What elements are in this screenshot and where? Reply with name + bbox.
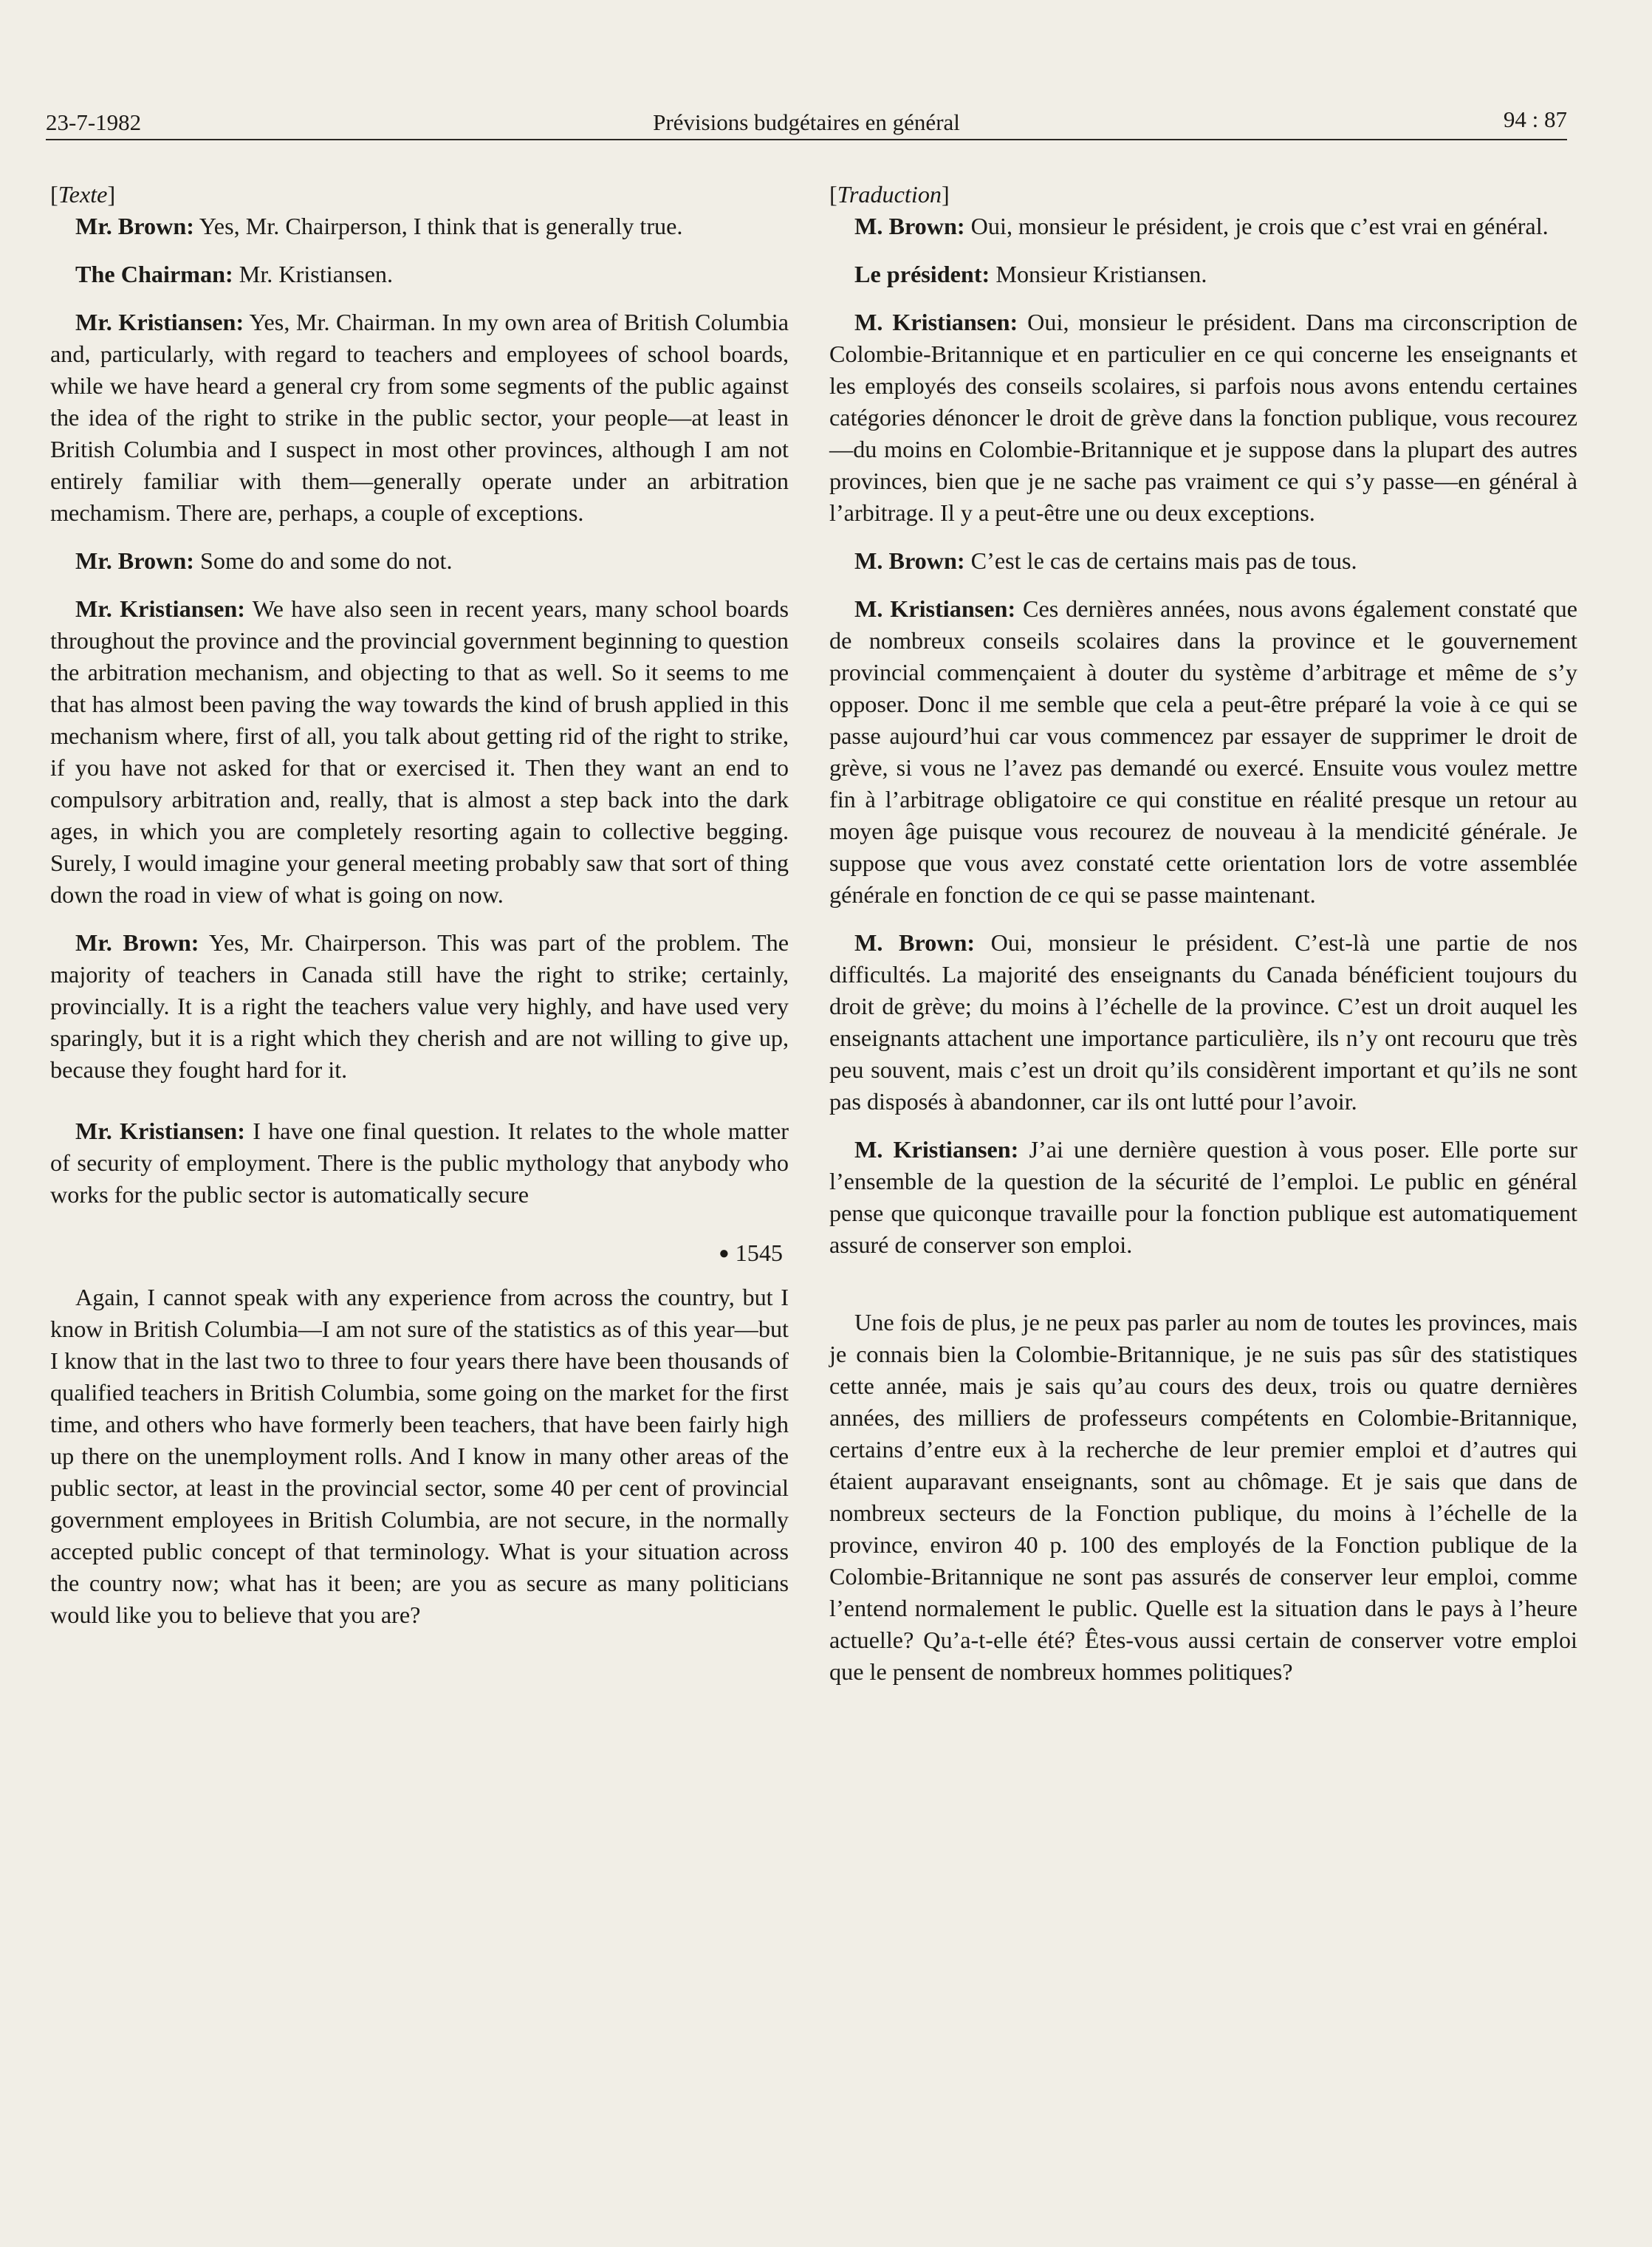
speech-text: J’ai une dernière question à vous poser. Elle porte sur l’ensemble de la question de la sécurité de l’emploi. Le public en général pense que quiconque travaille pour la fonction publique est automatiquement assuré de conserver son emploi.	[829, 1136, 1577, 1258]
speaker-name: Mr. Brown:	[75, 547, 194, 574]
transcript-paragraph	[829, 545, 1577, 577]
english-column	[50, 179, 789, 1647]
speech-text: Yes, Mr. Chairperson, I think that is generally true.	[193, 213, 683, 239]
speaker-name: M. Kristiansen:	[854, 1136, 1019, 1163]
time-marker: ● 1545	[719, 1239, 783, 1266]
column-tag: [Traduction]	[829, 181, 950, 208]
speech-text: Yes, Mr. Chairperson. This was part of the problem. The majority of teachers in Canada still have the right to strike; certainly, provincially. It is a right the teachers value very highly, and have used very sparingly, but it is a right which they cherish and are not willing to give up, because they fought hard for it.	[50, 929, 789, 1083]
speaker-name: Mr. Kristiansen:	[75, 1118, 245, 1144]
transcript-paragraph	[50, 1115, 789, 1211]
french-column	[829, 179, 1577, 1704]
transcript-paragraph	[50, 927, 789, 1086]
speech-text: Ces dernières années, nous avons également constaté que de nombreux conseils scolaires dans la province et le gouvernement provincial commençaient à douter du système d’arbitrage et même de s’y opposer. Donc il me semble que cela a peut-être préparé la voie à ce qui se passe aujourd’hui car vous commencez par essayer de supprimer le droit de grève, si vous ne l’avez pas demandé ou exercé. Ensuite vous voulez mettre fin à l’arbitrage obligatoire ce qui constitue en réalité presque un retour au moyen âge puisque vous recourez de nouveau à la mendicité générale. Je suppose que vous avez constaté cette orientation lors de votre assemblée générale en fonction de ce qui se passe maintenant.	[829, 595, 1577, 908]
speech-text: Oui, monsieur le président. Dans ma circonscription de Colombie-Britannique et en particulier en ce qui concerne les enseignants et les employés des conseils scolaires, si parfois nous avons entendu certaines catégories dénoncer le droit de grève dans la fonction publique, vous recourez—du moins en Colombie-Britannique et je suppose dans la plupart des autres provinces, bien que je ne sache pas vraiment ce qui s’y passe—en général à l’arbitrage. Il y a peut-être une ou deux exceptions.	[829, 309, 1578, 526]
speaker-name: Mr. Brown:	[75, 213, 194, 239]
transcript-paragraph	[829, 307, 1577, 529]
speaker-name: The Chairman:	[75, 261, 233, 287]
speaker-name: M. Kristiansen:	[854, 309, 1018, 335]
speech-text: Oui, monsieur le président. C’est-là une partie de nos difficultés. La majorité des enseignants du Canada bénéficient toujours du droit de grève; du moins à l’échelle de la province. C’est un droit auquel les enseignants attachent une importance particulière, ils n’y ont recouru que très peu souvent, mais c’est un droit qu’ils considèrent important et qu’ils ne sont pas disposés à abandonner, car ils ont lutté pour l’avoir.	[829, 929, 1577, 1115]
speaker-name: Mr. Kristiansen:	[75, 595, 246, 622]
transcript-paragraph	[50, 259, 789, 290]
transcript-paragraph	[829, 259, 1577, 290]
bullet-icon: ●	[719, 1244, 730, 1263]
header-rule	[46, 139, 1567, 140]
page-header	[46, 103, 1567, 140]
speaker-name: Le président:	[854, 261, 990, 287]
speaker-name: Mr. Brown:	[75, 929, 199, 956]
speech-text: Mr. Kristiansen.	[233, 261, 394, 287]
speaker-name: M. Brown:	[854, 213, 965, 239]
column-tag: [Texte]	[50, 181, 116, 208]
transcript-paragraph	[829, 211, 1577, 242]
transcript-paragraph	[50, 593, 789, 911]
transcript-paragraph	[829, 927, 1577, 1118]
speaker-name: M. Brown:	[854, 547, 965, 574]
speech-text: Monsieur Kristiansen.	[990, 261, 1207, 287]
speech-text: Some do and some do not.	[193, 547, 453, 574]
header-page-number: 94 : 87	[1503, 106, 1567, 132]
transcript-continuation: Une fois de plus, je ne peux pas parler au nom de toutes les provinces, mais je connais bien la Colombie-Britannique, je ne suis pas sûr des statistiques cette année, mais je sais qu’au cours des deux, trois ou quatre dernières années, des milliers de professeurs compétents en Colombie-Britannique, certains d’entre eux à la recherche de leur premier emploi et d’autres qui étaient auparavant enseignants, sont au chômage. Et je sais que dans de nombreux secteurs de la Fonction publique, du moins à l’échelle de la province, environ 40 p. 100 des employés de la Fonction publique de la Colombie-Britannique ne sont pas assurés de conserver leur emploi, comme l’entend normalement le public. Quelle est la situation dans le pays à l’heure actuelle? Qu’a-t-elle été? Êtes-vous aussi certain de conserver votre emploi que le pensent de nombreux hommes politiques?	[829, 1309, 1577, 1685]
transcript-paragraph	[829, 1134, 1577, 1261]
transcript-paragraph	[50, 211, 789, 242]
speaker-name: Mr. Kristiansen:	[75, 309, 244, 335]
speech-text: C’est le cas de certains mais pas de tous.	[964, 547, 1357, 574]
speech-text: Oui, monsieur le président, je crois que c’est vrai en général.	[964, 213, 1549, 239]
speech-text: I have one final question. It relates to the whole matter of security of employment. There is the public mythology that anybody who works for the public sector is automatically secure	[50, 1118, 789, 1208]
speech-text: We have also seen in recent years, many school boards throughout the province and the provincial government beginning to question the arbitration mechanism, and objecting to that as well. So it seems to me that has almost been paving the way towards the kind of brush applied in this mechanism where, first of all, you talk about getting rid of the right to strike, if you have not asked for that or exercised it. Then they want an end to compulsory arbitration and, really, that is almost a step back into the dark ages, in which you are completely resorting again to collective begging. Surely, I would imagine your general meeting probably saw that sort of thing down the road in view of what is going on now.	[50, 595, 789, 908]
speech-text: Yes, Mr. Chairman. In my own area of British Columbia and, particularly, with regard to teachers and employees of school boards, while we have heard a general cry from some segments of the public against the idea of the right to strike in the public sector, your people—at least in British Columbia and I suspect in most other provinces, although I am not entirely familiar with them—generally operate under an arbitration mechamism. There are, perhaps, a couple of exceptions.	[50, 309, 789, 526]
transcript-paragraph	[50, 545, 789, 577]
header-date: 23-7-1982	[46, 109, 142, 135]
transcript-paragraph	[829, 593, 1577, 911]
header-title: Prévisions budgétaires en général	[653, 109, 960, 135]
transcript-continuation: Again, I cannot speak with any experience from across the country, but I know in British Columbia—I am not sure of the statistics as of this year—but I know that in the last two to three to four years there have been thousands of qualified teachers in British Columbia, some going on the market for the first time, and others who have formerly been teachers, that have been fairly high up there on the unemployment rolls. And I know in many other areas of the public sector, at least in the provincial sector, some 40 per cent of provincial government employees in British Columbia, are not secure, in the normally accepted public concept of that terminology. What is your situation across the country now; what has it been; are you as secure as many politicians would like you to believe that you are?	[50, 1284, 789, 1628]
speaker-name: M. Kristiansen:	[854, 595, 1016, 622]
transcript-paragraph	[50, 307, 789, 529]
speaker-name: M. Brown:	[854, 929, 976, 956]
